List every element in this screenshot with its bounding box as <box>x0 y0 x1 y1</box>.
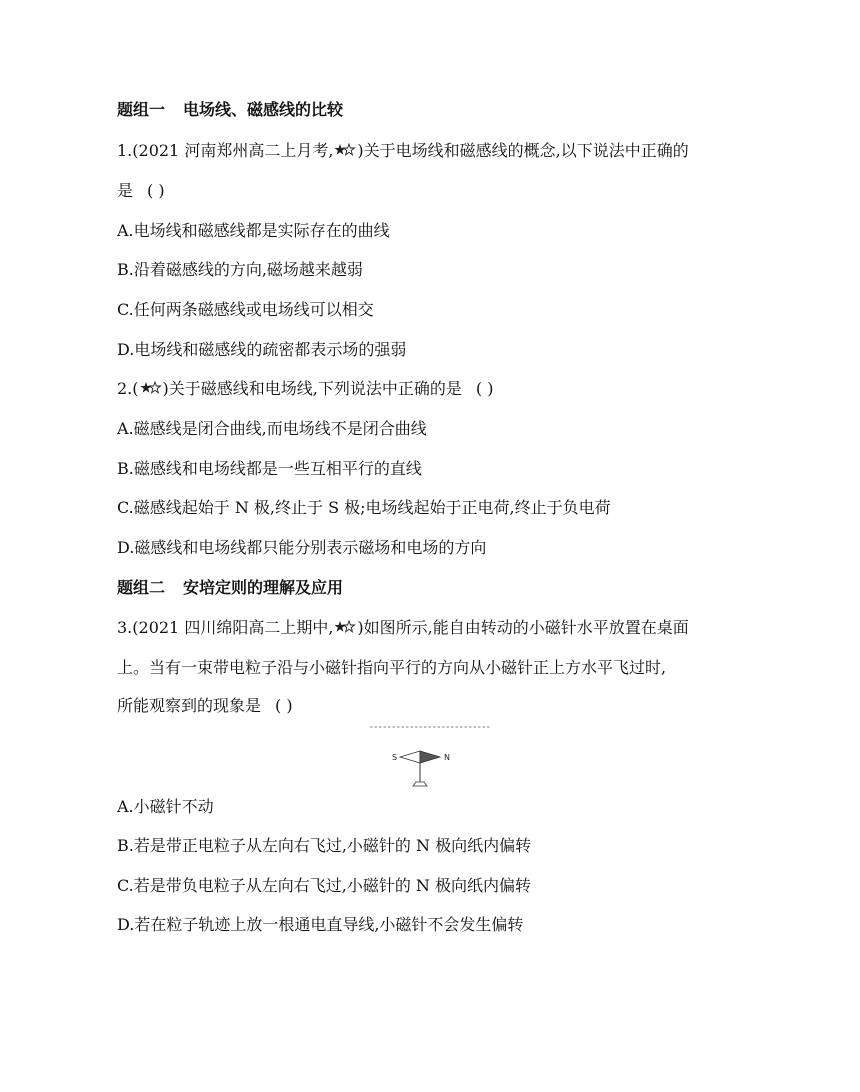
q3-option-b: B.若是带正电粒子从左向右飞过,小磁针的 N 极向纸内偏转 <box>117 836 532 855</box>
q1-option-d: D.电场线和磁感线的疏密都表示场的强弱 <box>117 340 407 359</box>
difficulty-stars-icon <box>140 381 162 395</box>
difficulty-stars-icon <box>334 143 356 157</box>
q3-stem-line3 <box>117 695 293 717</box>
q3-option-d: D.若在粒子轨迹上放一根通电直导线,小磁针不会发生偏转 <box>117 915 524 934</box>
needle-north-half <box>420 751 440 763</box>
q1-line2: 是 <box>117 181 134 200</box>
group1-heading <box>117 99 343 121</box>
group2-heading <box>117 577 343 599</box>
difficulty-stars-icon <box>334 620 356 634</box>
q1-option-b: B.沿着磁感线的方向,磁场越来越弱 <box>117 260 363 279</box>
q1-option-a: A.电场线和磁感线都是实际存在的曲线 <box>117 221 390 240</box>
q1-stem-line2 <box>117 180 165 202</box>
q3-option-c: C.若是带负电粒子从左向右飞过,小磁针的 N 极向纸内偏转 <box>117 876 532 895</box>
group2-title: 题组二 <box>117 578 166 597</box>
compass-needle-figure <box>370 725 490 791</box>
needle-south-half <box>400 751 420 763</box>
south-pole-label: S <box>392 753 398 762</box>
group1-title: 题组一 <box>117 100 166 119</box>
q1-answer-blank: ( ) <box>147 181 165 200</box>
q2-option-b: B.磁感线和电场线都是一些互相平行的直线 <box>117 459 422 478</box>
q2-option-d: D.磁感线和电场线都只能分别表示磁场和电场的方向 <box>117 538 487 557</box>
q3-option-a: A.小磁针不动 <box>117 797 214 816</box>
q1-text: )关于电场线和磁感线的概念,以下说法中正确的 <box>357 141 689 160</box>
north-pole-label: N <box>444 753 450 762</box>
q3-stem-line2: 上。当有一束带电粒子沿与小磁针指向平行的方向从小磁针正上方水平飞过时, <box>117 658 667 677</box>
q3-line3: 所能观察到的现象是 <box>117 696 262 715</box>
q2-prefix: 2.( <box>117 379 139 398</box>
q1-option-c: C.任何两条磁感线或电场线可以相交 <box>117 300 374 319</box>
q3-prefix: 3.(2021 四川绵阳高二上期中, <box>117 618 334 637</box>
q2-stem <box>117 378 493 400</box>
q2-answer-blank: ( ) <box>475 379 494 398</box>
q2-option-a: A.磁感线是闭合曲线,而电场线不是闭合曲线 <box>117 419 427 438</box>
group2-subtitle: 安培定则的理解及应用 <box>183 578 344 597</box>
needle-base <box>413 782 427 786</box>
group1-subtitle: 电场线、磁感线的比较 <box>183 100 344 119</box>
q3-stem-line1 <box>117 617 689 639</box>
q1-prefix: 1.(2021 河南郑州高二上月考, <box>117 141 334 160</box>
q3-answer-blank: ( ) <box>275 696 293 715</box>
q1-stem-line1 <box>117 140 689 162</box>
q3-text: )如图所示,能自由转动的小磁针水平放置在桌面 <box>357 618 689 637</box>
q2-option-c: C.磁感线起始于 N 极,终止于 S 极;电场线起始于正电荷,终止于负电荷 <box>117 498 611 517</box>
q2-text: )关于磁感线和电场线,下列说法中正确的是 <box>162 379 462 398</box>
